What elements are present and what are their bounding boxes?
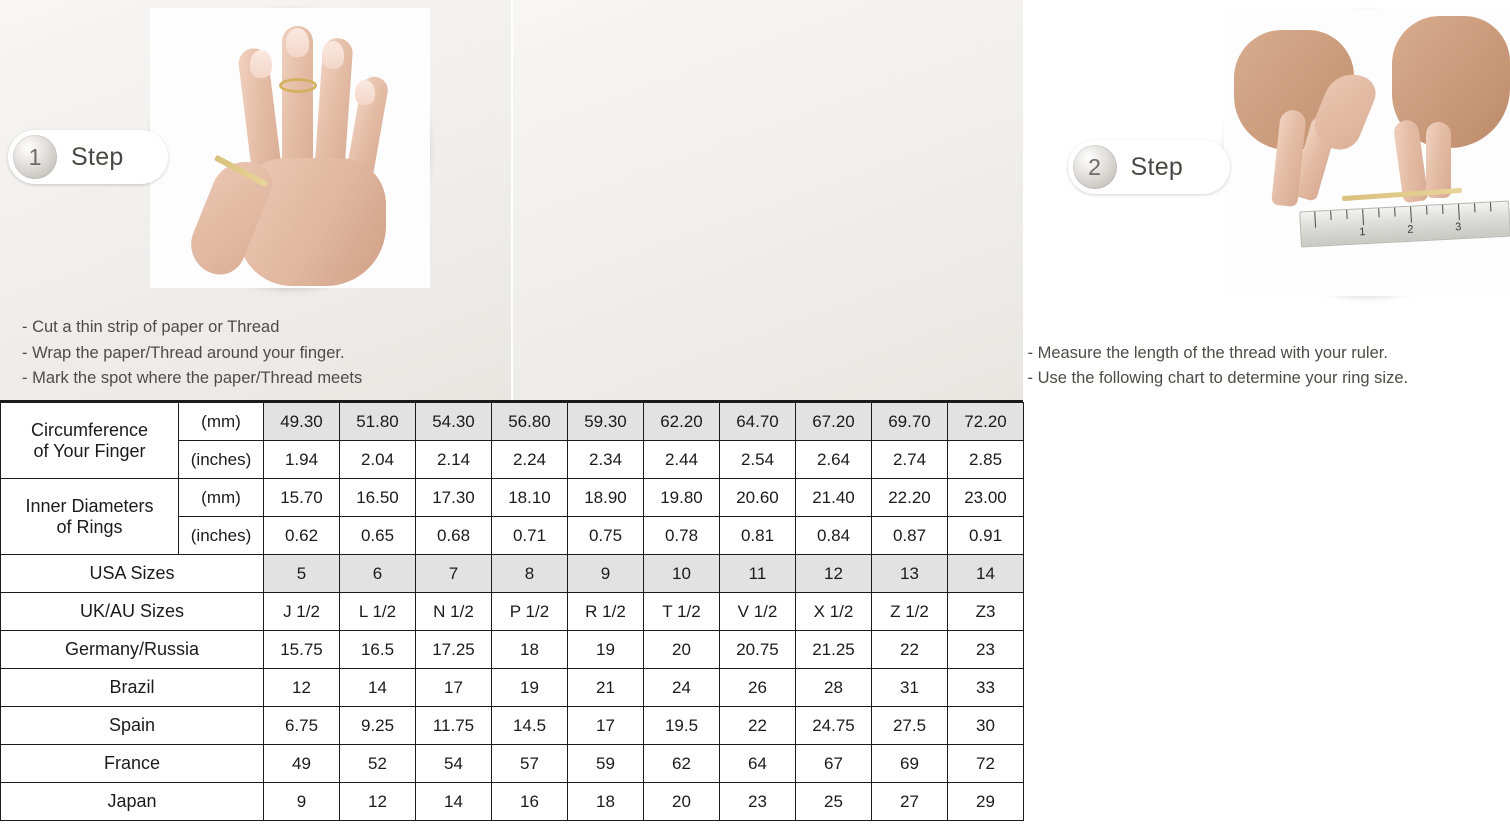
- table-cell: 62.20: [644, 403, 720, 441]
- table-cell: 2.34: [568, 441, 644, 479]
- table-cell: 28: [796, 669, 872, 707]
- table-cell: 2.85: [948, 441, 1024, 479]
- table-cell: 7: [416, 555, 492, 593]
- table-cell: 0.62: [264, 517, 340, 555]
- table-cell: 26: [720, 669, 796, 707]
- table-cell: 14.5: [492, 707, 568, 745]
- table-cell: 72.20: [948, 403, 1024, 441]
- table-cell: 5: [264, 555, 340, 593]
- table-cell: 9: [568, 555, 644, 593]
- table-cell: 2.64: [796, 441, 872, 479]
- row-label: Spain: [1, 707, 264, 745]
- step-2-panel: [512, 0, 1462, 400]
- ruler-number: 2: [1406, 223, 1414, 236]
- step-2-label: Step: [1130, 152, 1184, 181]
- ruler-tick: [1458, 204, 1460, 220]
- table-cell: R 1/2: [568, 593, 644, 631]
- table-row: [1, 555, 1024, 593]
- table-cell: 12: [340, 783, 416, 821]
- ruler-number: 3: [1454, 221, 1462, 234]
- table-cell: 0.68: [416, 517, 492, 555]
- step-2-photo: [1224, 10, 1510, 296]
- table-row: [1, 479, 1024, 517]
- table-cell: 69.70: [872, 403, 948, 441]
- right-hand-finger-2: [1426, 122, 1451, 198]
- steps-section: [0, 0, 1462, 400]
- table-cell: 0.87: [872, 517, 948, 555]
- table-cell: 18.10: [492, 479, 568, 517]
- table-cell: 11.75: [416, 707, 492, 745]
- table-cell: 6: [340, 555, 416, 593]
- row-label: Germany/Russia: [1, 631, 264, 669]
- table-cell: 0.84: [796, 517, 872, 555]
- ruler-tick: [1442, 205, 1443, 214]
- step-1-label: Step: [71, 142, 124, 171]
- row-label: Inner Diameters of Rings: [1, 479, 179, 555]
- table-cell: 0.65: [340, 517, 416, 555]
- table-cell: 23.00: [948, 479, 1024, 517]
- table-cell: 17.25: [416, 631, 492, 669]
- table-cell: 17.30: [416, 479, 492, 517]
- table-cell: 0.81: [720, 517, 796, 555]
- row-label: UK/AU Sizes: [1, 593, 264, 631]
- step-2-badge: [1068, 140, 1230, 194]
- table-cell: 15.70: [264, 479, 340, 517]
- table-cell: 54.30: [416, 403, 492, 441]
- table-cell: 49.30: [264, 403, 340, 441]
- table-cell: 21.40: [796, 479, 872, 517]
- table-cell: 20.60: [720, 479, 796, 517]
- ruler-tick: [1330, 211, 1331, 220]
- table-cell: 2.24: [492, 441, 568, 479]
- table-cell: 0.91: [948, 517, 1024, 555]
- table-cell: 27: [872, 783, 948, 821]
- table-cell: 22.20: [872, 479, 948, 517]
- table-cell: 13: [872, 555, 948, 593]
- table-cell: 8: [492, 555, 568, 593]
- table-cell: 24.75: [796, 707, 872, 745]
- table-cell: 19.5: [644, 707, 720, 745]
- table-cell: 29: [948, 783, 1024, 821]
- table-cell: 20: [644, 631, 720, 669]
- table-cell: 67: [796, 745, 872, 783]
- table-cell: 12: [264, 669, 340, 707]
- table-row: [1, 669, 1024, 707]
- nail-middle: [286, 28, 309, 57]
- table-cell: 20: [644, 783, 720, 821]
- nail-ring: [322, 41, 344, 69]
- ruler-tick: [1314, 212, 1316, 228]
- table-cell: 2.54: [720, 441, 796, 479]
- table-cell: 1.94: [264, 441, 340, 479]
- table-cell: 21.25: [796, 631, 872, 669]
- table-cell: 16: [492, 783, 568, 821]
- table-cell: 6.75: [264, 707, 340, 745]
- row-label: Circumference of Your Finger: [1, 403, 179, 479]
- table-cell: 31: [872, 669, 948, 707]
- row-unit: (mm): [179, 403, 264, 441]
- row-label: USA Sizes: [1, 555, 264, 593]
- table-cell: P 1/2: [492, 593, 568, 631]
- row-unit: (inches): [179, 517, 264, 555]
- row-label: Brazil: [1, 669, 264, 707]
- step-2-bullet-1: - Measure the length of the thread with your ruler.: [1027, 343, 1388, 362]
- step-2-bullet-2: - Use the following chart to determine your ring size.: [1027, 369, 1409, 388]
- table-cell: 22: [720, 707, 796, 745]
- table-cell: L 1/2: [340, 593, 416, 631]
- table-cell: 10: [644, 555, 720, 593]
- table-cell: 27.5: [872, 707, 948, 745]
- table-cell: 18: [492, 631, 568, 669]
- table-cell: 17: [568, 707, 644, 745]
- table-cell: 16.50: [340, 479, 416, 517]
- table-cell: 59.30: [568, 403, 644, 441]
- table-cell: X 1/2: [796, 593, 872, 631]
- table-cell: 24: [644, 669, 720, 707]
- row-label: Japan: [1, 783, 264, 821]
- table-cell: 72: [948, 745, 1024, 783]
- table-cell: 2.74: [872, 441, 948, 479]
- ring-on-finger-icon: [279, 78, 317, 93]
- ruler-tick: [1474, 203, 1475, 212]
- table-cell: 11: [720, 555, 796, 593]
- step-2-number: 2: [1073, 145, 1117, 189]
- step-1-bullet-2: - Wrap the paper/Thread around your finger.: [22, 343, 345, 362]
- table-row: [1, 707, 1024, 745]
- ruler-tick: [1362, 209, 1364, 225]
- ruler-tick: [1394, 207, 1395, 216]
- table-cell: 19: [568, 631, 644, 669]
- table-cell: 19.80: [644, 479, 720, 517]
- row-unit: (mm): [179, 479, 264, 517]
- ruler-tick: [1426, 206, 1427, 215]
- table-cell: 2.04: [340, 441, 416, 479]
- table-row: [1, 593, 1024, 631]
- table-row: [1, 783, 1024, 821]
- panel-divider: [511, 0, 513, 400]
- ring-size-table-wrap: [0, 400, 1023, 821]
- table-cell: J 1/2: [264, 593, 340, 631]
- step-2-instructions: [1028, 341, 1409, 392]
- table-cell: 51.80: [340, 403, 416, 441]
- table-cell: Z 1/2: [872, 593, 948, 631]
- table-row: [1, 745, 1024, 783]
- table-cell: 57: [492, 745, 568, 783]
- step-1-bullet-3: - Mark the spot where the paper/Thread meets: [22, 369, 363, 388]
- ruler-tick: [1378, 208, 1379, 217]
- table-cell: 16.5: [340, 631, 416, 669]
- table-cell: 14: [416, 783, 492, 821]
- table-cell: 30: [948, 707, 1024, 745]
- table-cell: 23: [948, 631, 1024, 669]
- table-cell: 33: [948, 669, 1024, 707]
- nail-index: [250, 50, 272, 78]
- table-cell: 9: [264, 783, 340, 821]
- table-cell: 23: [720, 783, 796, 821]
- table-cell: N 1/2: [416, 593, 492, 631]
- table-cell: 20.75: [720, 631, 796, 669]
- table-cell: 17: [416, 669, 492, 707]
- table-cell: 15.75: [264, 631, 340, 669]
- table-cell: 69: [872, 745, 948, 783]
- row-label: France: [1, 745, 264, 783]
- step-1-bullet-1: - Cut a thin strip of paper or Thread: [22, 318, 280, 337]
- step-1-instructions: [22, 315, 362, 392]
- table-row: [1, 631, 1024, 669]
- table-cell: 52: [340, 745, 416, 783]
- ruler-tick: [1346, 210, 1347, 219]
- table-cell: 67.20: [796, 403, 872, 441]
- nail-pinky: [355, 80, 375, 105]
- table-cell: 0.71: [492, 517, 568, 555]
- step-1-photo: [150, 8, 430, 288]
- step-1-badge: [8, 130, 168, 184]
- table-cell: 12: [796, 555, 872, 593]
- table-cell: 21: [568, 669, 644, 707]
- table-cell: 56.80: [492, 403, 568, 441]
- table-cell: 18.90: [568, 479, 644, 517]
- table-cell: 64: [720, 745, 796, 783]
- ruler-tick: [1410, 207, 1412, 223]
- ruler-tick: [1489, 202, 1490, 211]
- table-cell: 25: [796, 783, 872, 821]
- table-cell: 54: [416, 745, 492, 783]
- table-cell: 62: [644, 745, 720, 783]
- table-cell: 22: [872, 631, 948, 669]
- table-cell: 0.78: [644, 517, 720, 555]
- table-cell: 59: [568, 745, 644, 783]
- table-cell: 9.25: [340, 707, 416, 745]
- row-unit: (inches): [179, 441, 264, 479]
- table-cell: 19: [492, 669, 568, 707]
- ring-size-table: [0, 402, 1024, 821]
- table-cell: 14: [340, 669, 416, 707]
- table-cell: T 1/2: [644, 593, 720, 631]
- table-cell: 14: [948, 555, 1024, 593]
- table-cell: 2.14: [416, 441, 492, 479]
- table-body: [1, 403, 1024, 821]
- table-cell: 0.75: [568, 517, 644, 555]
- step-1-number: 1: [13, 135, 57, 179]
- step-1-panel: [0, 0, 512, 400]
- ruler-number: 1: [1358, 226, 1366, 239]
- table-row: [1, 403, 1024, 441]
- table-cell: Z3: [948, 593, 1024, 631]
- table-cell: 2.44: [644, 441, 720, 479]
- table-cell: 64.70: [720, 403, 796, 441]
- table-cell: 18: [568, 783, 644, 821]
- table-cell: 49: [264, 745, 340, 783]
- table-cell: V 1/2: [720, 593, 796, 631]
